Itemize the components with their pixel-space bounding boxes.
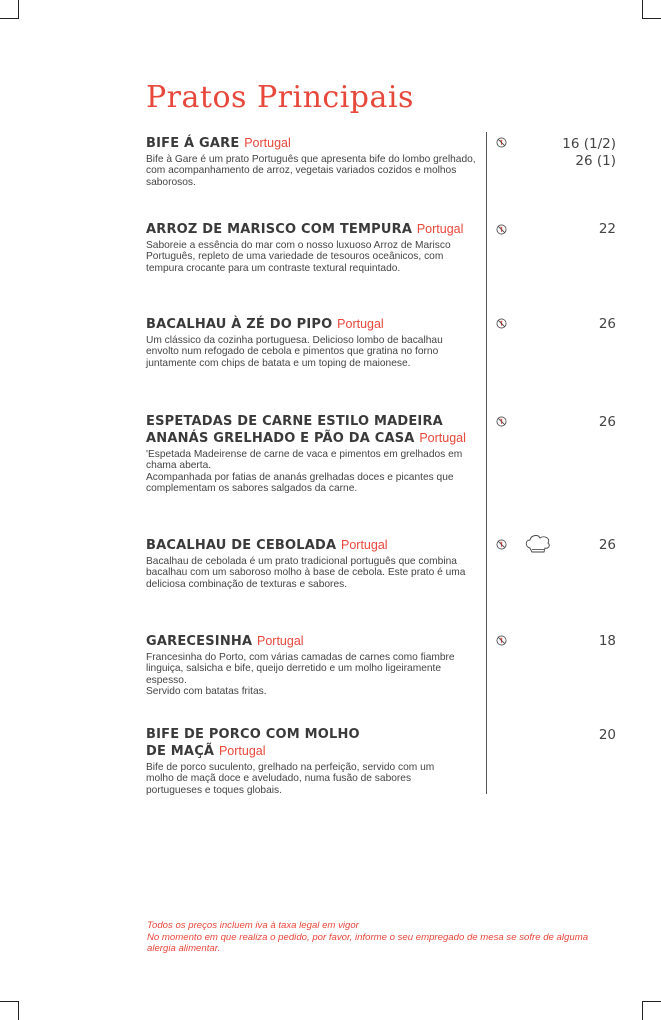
menu-item-origin: Portugal [244, 136, 291, 150]
menu-item-price: 26 [598, 414, 616, 430]
menu-item-heading [146, 414, 491, 447]
menu-item-description: Bife à Gare é um prato Português que apresenta bife do lombo grelhado, com acompanhamento de arroz, vegetais variados cozidos e molhos saborosos. [146, 154, 476, 188]
no-gluten-allergen-icon [496, 416, 507, 427]
menu-item-name: BACALHAU À ZÉ DO PIPO [146, 317, 333, 332]
no-gluten-allergen-icon [496, 137, 507, 148]
menu-item-heading [146, 727, 361, 760]
crop-mark [642, 1001, 643, 1020]
menu-item-description: Um clássico da cozinha portuguesa. Delicioso lombo de bacalhau envolto num refogado de cebola e pimentos que gratina no forno juntamente com chips de batata e um toping de maionese. [146, 335, 443, 369]
page-title: Pratos Principais [146, 80, 414, 115]
chef-hat-icon [524, 533, 552, 555]
footer-allergy-note: No momento em que realiza o pedido, por favor, informe o seu empregado de mesa se sofre de alguma alergia alimentar. [147, 931, 589, 954]
menu-item-origin: Portugal [416, 222, 464, 236]
menu-item-price: 16 (1/2) 26 (1) [562, 136, 616, 169]
menu-item-description: Saboreie a essência do mar com o nosso luxuoso Arroz de Marisco Português, repleto de uma variedade de tesouros oceânicos, com tempura crocante para um contraste textural requintado. [146, 240, 451, 274]
crop-mark [0, 18, 19, 19]
menu-item-heading [146, 221, 491, 238]
footer-vat-note: Todos os preços incluem iva à taxa legal em vigor [147, 920, 359, 931]
no-gluten-allergen-icon [496, 224, 507, 235]
menu-item-heading [146, 537, 491, 554]
menu-item-name: ESPETADAS DE CARNE ESTILO MADEIRA ANANÁS GRELHADO E PÃO DA CASA [146, 414, 443, 446]
menu-item-description: Bife de porco suculento, grelhado na perfeição, servido com um molho de maçã doce e aveludado, numa fusão de sabores portugueses e toques globais. [146, 762, 435, 796]
no-gluten-allergen-icon [496, 635, 507, 646]
menu-item [146, 316, 616, 369]
crop-mark [0, 1001, 19, 1002]
menu-item [146, 727, 616, 796]
menu-item-description: 'Espetada Madeirense de carne de vaca e pimentos em grelhados em chama aberta. Acompanhada por fatias de ananás grelhadas doces e picantes que complementam os sabores salgados da carne. [146, 449, 463, 495]
no-gluten-allergen-icon [496, 318, 507, 329]
footer-note [147, 920, 617, 955]
menu-item-heading [146, 135, 491, 152]
menu-item [146, 135, 616, 188]
crop-mark [642, 0, 643, 19]
menu-item [146, 537, 616, 590]
menu-item [146, 221, 616, 274]
menu-item-description: Bacalhau de cebolada é um prato tradicional português que combina bacalhau com um saboroso molho à base de cebola. Este prato é uma deliciosa combinação de texturas e sabores. [146, 556, 466, 590]
menu-item [146, 633, 616, 698]
crop-mark [642, 18, 661, 19]
menu-item-origin: Portugal [218, 744, 266, 758]
menu-item-name: BIFE DE PORCO COM MOLHO DE MAÇÃ [146, 727, 360, 759]
menu-item-description: Francesinha do Porto, com várias camadas de carnes como fiambre linguiça, salsicha e bife, queijo derretido e um molho ligeiramente espesso. Servido com batatas fritas. [146, 652, 455, 698]
crop-mark [18, 0, 19, 19]
menu-item-name: GARECESINHA [146, 634, 253, 649]
menu-item-origin: Portugal [257, 634, 304, 648]
menu-item-price: 18 [598, 633, 616, 649]
menu-item-origin: Portugal [337, 317, 384, 331]
menu-item-price: 26 [598, 316, 616, 332]
menu-item-name: ARROZ DE MARISCO COM TEMPURA [146, 222, 413, 237]
menu-item-heading [146, 316, 491, 333]
menu-item-origin: Portugal [419, 431, 466, 445]
menu-item-origin: Portugal [341, 538, 388, 552]
menu-item-price: 26 [598, 537, 616, 553]
menu-item-price: 22 [598, 221, 616, 237]
menu-item-name: BIFE Á GARE [146, 136, 240, 151]
no-gluten-allergen-icon [496, 539, 507, 550]
menu-item-price: 20 [598, 727, 616, 743]
menu-item-name: BACALHAU DE CEBOLADA [146, 538, 337, 553]
crop-mark [642, 1001, 661, 1002]
menu-item [146, 414, 616, 495]
crop-mark [18, 1001, 19, 1020]
menu-item-heading [146, 633, 491, 650]
